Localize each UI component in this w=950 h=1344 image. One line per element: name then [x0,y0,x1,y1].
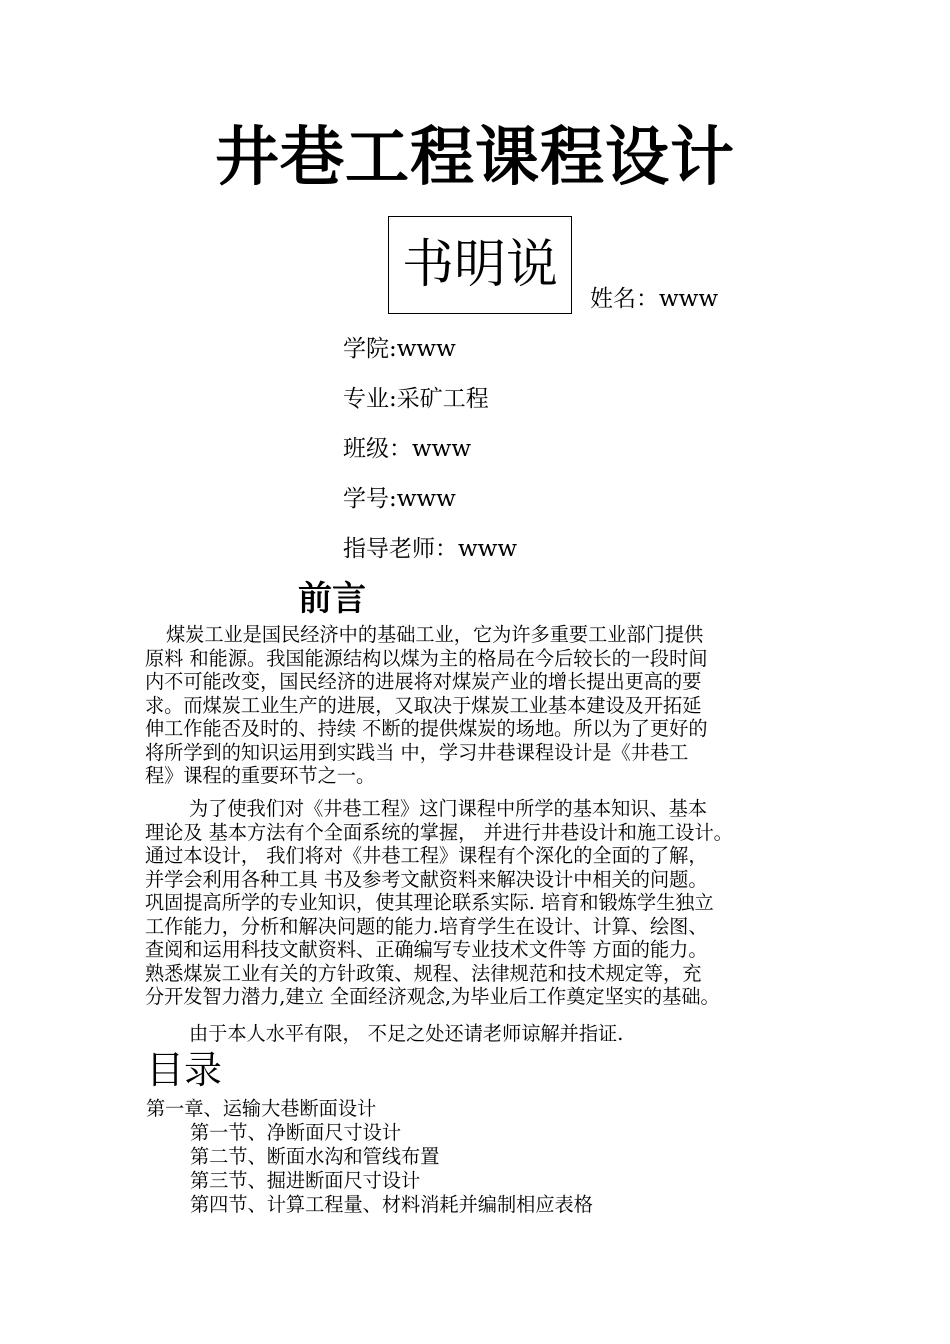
paragraph-line: 程》课程的重要环节之一。 [145,764,376,787]
paragraph-line: 查阅和运用科技文献资料、正确编写专业技术文件等 方面的能力。 [145,938,708,961]
toc-heading: 目录 [146,1048,223,1092]
paragraph-line: 理论及 基本方法有个全面系统的掌握， 并进行井巷设计和施工设计。 [145,820,733,844]
paragraph-line: 将所学到的知识运用到实践当 中，学习井巷课程设计是《井巷工 [145,740,689,764]
paragraph-line: 并学会利用各种工具 书及参考文献资料来解决设计中相关的问题。 [145,867,708,891]
paragraph-line: 煤炭工业是国民经济中的基础工业，它为许多重要工业部门提供 [166,623,704,646]
toc-section-4: 第四节、计算工程量、材料消耗并编制相应表格 [190,1193,593,1216]
toc-section-3: 第三节、掘进断面尺寸设计 [190,1169,421,1192]
preface-paragraph-3 [145,1022,835,1046]
paragraph-line: 求。而煤炭工业生产的进展，又取决于煤炭工业基本建设及开拓延 [145,693,702,717]
paragraph-line: 分开发智力潜力,建立 全面经济观念,为毕业后工作奠定坚实的基础。 [145,985,720,1008]
paragraph-line: 原料 和能源。我国能源结构以煤为主的格局在今后较长的一段时间 [145,646,708,670]
info-advisor: 指导老师：www [343,536,518,562]
info-college: 学院:www [343,336,456,362]
preface-paragraph-1 [145,623,835,788]
preface-paragraph-2 [145,797,835,1009]
paragraph-line: 熟悉煤炭工业有关的方针政策、规程、法律规范和技术规定等，充 [145,961,702,985]
toc-section-2: 第二节、断面水沟和管线布置 [190,1145,440,1168]
paragraph-line: 工作能力，分析和解决问题的能力.培育学生在设计、计算、绘图、 [145,914,708,938]
info-major: 专业:采矿工程 [343,386,489,412]
toc-chapter-1: 第一章、运输大巷断面设计 [146,1097,377,1120]
info-student-id: 学号:www [343,486,456,512]
document-title: 井巷工程课程设计 [215,121,735,195]
paragraph-line: 通过本设计， 我们将对《井巷工程》课程有个深化的全面的了解， [145,844,708,867]
info-name: 姓名：www [590,286,719,312]
toc-section-1: 第一节、净断面尺寸设计 [190,1121,402,1144]
boxed-subtitle: 书明说 [388,216,572,314]
paragraph-line: 为了使我们对《井巷工程》这门课程中所学的基本知识、基本 [189,797,708,820]
paragraph-line: 伸工作能否及时的、持续 不断的提供煤炭的场地。所以为了更好的 [145,717,708,740]
preface-heading: 前言 [298,579,366,619]
info-class: 班级：www [343,436,472,462]
paragraph-line: 内不可能改变，国民经济的进展将对煤炭产业的增长提出更高的要 [145,670,702,693]
paragraph-line: 巩固提高所学的专业知识，使其理论联系实际. 培育和锻炼学生独立 [145,891,714,914]
paragraph-line: 由于本人水平有限， 不足之处还请老师谅解并指证. [189,1022,624,1045]
